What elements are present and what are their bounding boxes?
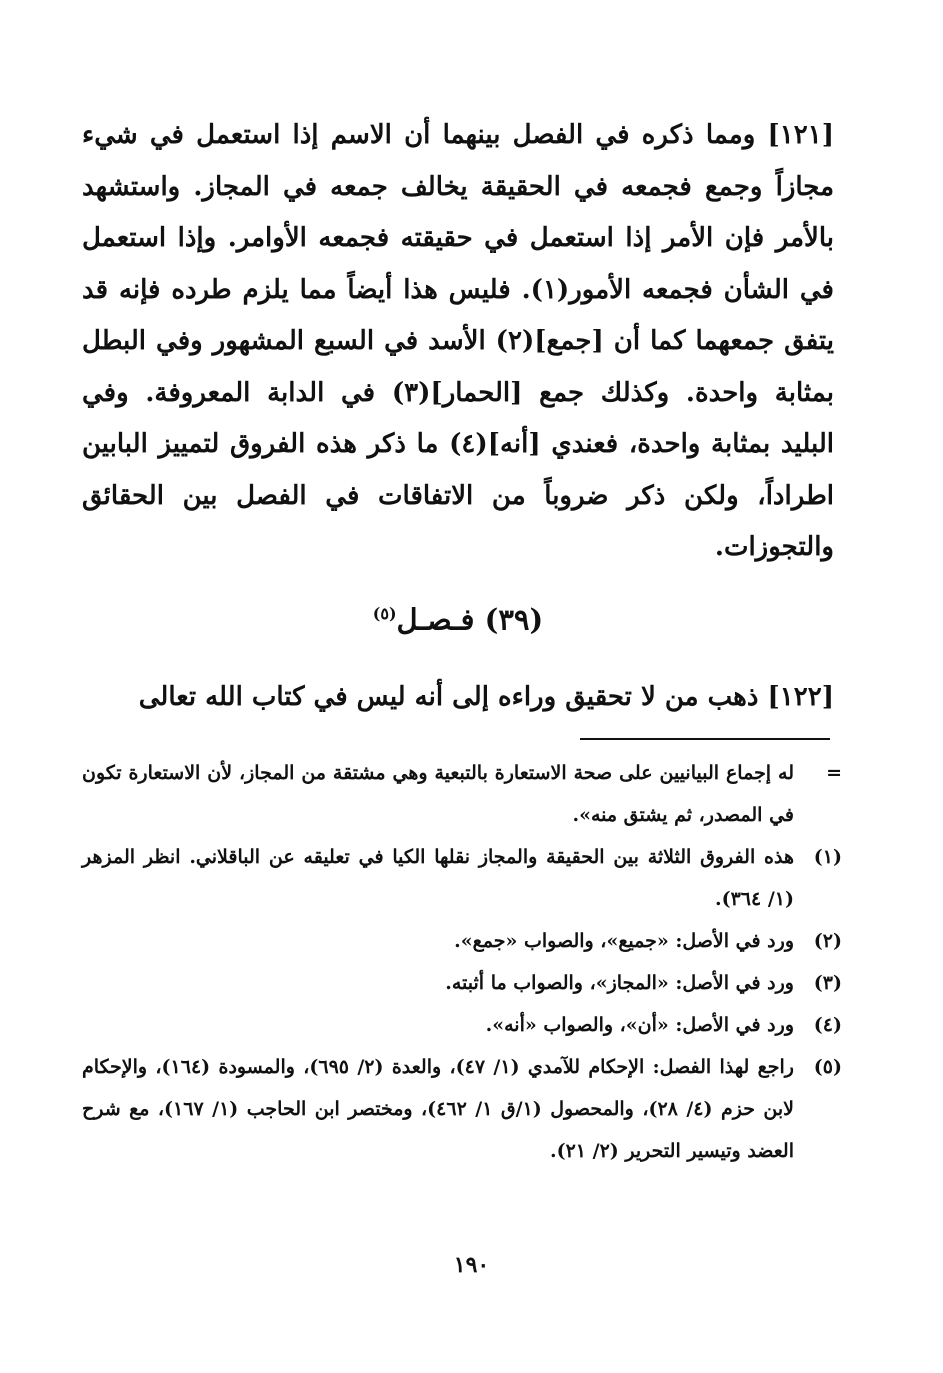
footnote-4 bbox=[82, 1004, 842, 1046]
paragraph-122: [١٢٢] ذهب من لا تحقيق وراءه إلى أنه ليس في كتاب الله تعالى bbox=[138, 682, 834, 712]
footnote-text: ورد في الأصل: «المجاز»، والصواب ما أثبته. bbox=[445, 972, 794, 994]
footnote-number: (١) bbox=[813, 846, 842, 868]
footnote-text: ورد في الأصل: «جميع»، والصواب «جمع». bbox=[454, 930, 794, 952]
footnote-text: هذه الفروق الثلاثة بين الحقيقة والمجاز نقلها الكيا في تعليقه عن الباقلاني. انظر المزهر (١/ ٣٦٤). bbox=[82, 846, 794, 910]
footnote-2 bbox=[82, 920, 842, 962]
footnote-continued bbox=[82, 752, 842, 836]
page-number: ١٩٠ bbox=[453, 1252, 490, 1278]
footnote-number: (٥) bbox=[813, 1056, 842, 1078]
footnote-number: = bbox=[826, 762, 842, 784]
footnote-3 bbox=[82, 962, 842, 1004]
footnote-number: (٣) bbox=[813, 972, 842, 994]
section-heading-note-ref: (٥) bbox=[372, 604, 397, 623]
footnote-text: له إجماع البيانيين على صحة الاستعارة بالتبعية وهي مشتقة من المجاز، لأن الاستعارة تكون في المصدر، ثم يشتق منه». bbox=[82, 762, 794, 826]
section-heading-title: (٣٩) فـصـل bbox=[396, 602, 544, 637]
paragraph-121: [١٢١] ومما ذكره في الفصل بينهما أن الاسم إذا استعمل في شيء مجازاً وجمع فجمعه في الحقيقة يخالف جمعه في المجاز. واستشهد بالأمر فإن الأمر إذا استعمل في حقيقته فجمعه الأوامر. وإذا استعمل في الشأن فجمعه الأمور(١). فليس هذا أيضاً مما يلزم طرده فإنه قد يتفق جمعهما كما أن [جمع](٢) الأسد في السبع المشهور وفي البطل بمثابة واحدة. وكذلك جمع [الحمار](٣) في الدابة المعروفة. وفي البليد بمثابة واحدة، فعندي [أنه](٤) ما ذكر هذه الفروق لتمييز البابين اطراداً، ولكن ذكر ضروباً من الاتفاقات في الفصل بين الحقائق والتجوزات. bbox=[82, 120, 835, 562]
footnote-number: (٤) bbox=[813, 1014, 842, 1036]
section-heading bbox=[82, 590, 834, 644]
footnote-1 bbox=[82, 836, 842, 920]
footnote-text: راجع لهذا الفصل: الإحكام للآمدي (١/ ٤٧)، والعدة (٢/ ٦٩٥)، والمسودة (١٦٤)، والإحكام لابن حزم (٤/ ٢٨)، والمحصول (١/ق ١/ ٤٦٢)، ومختصر ابن الحاجب (١/ ١٦٧)، مع شرح العضد وتيسير التحرير (٢/ ٢١). bbox=[82, 1056, 795, 1162]
footnotes bbox=[82, 752, 842, 1172]
footnote-text: ورد في الأصل: «أن»، والصواب «أنه». bbox=[485, 1014, 794, 1036]
footnote-5 bbox=[82, 1046, 842, 1172]
footnote-number: (٢) bbox=[813, 930, 842, 952]
footnote-separator bbox=[580, 738, 830, 740]
